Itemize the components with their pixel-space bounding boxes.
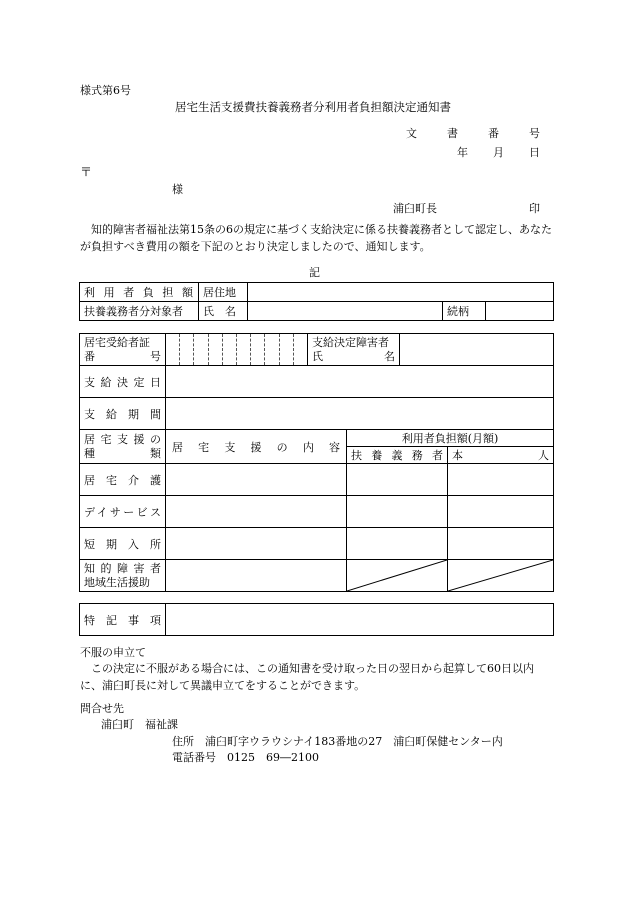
service-row-content[interactable] xyxy=(166,528,347,560)
remarks-table xyxy=(79,603,554,636)
target-label-line1: 利用者負担額 xyxy=(80,283,199,302)
relation-label: 続柄 xyxy=(443,302,486,321)
service-type-char: 類 xyxy=(150,446,161,460)
remarks-value[interactable] xyxy=(166,604,554,636)
service-row-self[interactable] xyxy=(448,464,554,496)
target-label-line2: 扶養義務者分対象者 xyxy=(80,302,199,321)
service-row-label xyxy=(80,560,166,592)
period-label: 支給期間 xyxy=(80,398,166,430)
guardian-header: 扶養義務者 xyxy=(347,447,448,464)
decided-person-char: 氏 xyxy=(312,349,323,363)
service-row-self[interactable] xyxy=(448,528,554,560)
decision-date-value[interactable] xyxy=(166,366,554,398)
decision-date-label: 支給決定日 xyxy=(80,366,166,398)
diagonal-line xyxy=(448,560,553,591)
seal-mark: 印 xyxy=(529,202,540,215)
recipient-no-char: 号 xyxy=(150,349,161,363)
service-row-content[interactable] xyxy=(166,560,347,592)
address-value[interactable] xyxy=(248,283,554,302)
docnum-char: 号 xyxy=(529,127,540,140)
recipient-no-label xyxy=(80,334,166,366)
target-person-table xyxy=(79,282,554,321)
contact-dept: 浦臼町 福祉課 xyxy=(101,718,178,731)
name-value[interactable] xyxy=(248,302,443,321)
service-row-self[interactable] xyxy=(448,496,554,528)
recipient-no-char: 番 xyxy=(84,349,95,363)
date-month: 月 xyxy=(493,146,504,159)
form-number: 様式第6号 xyxy=(80,84,131,97)
remarks-label: 特記事項 xyxy=(80,604,166,636)
docnum-char: 書 xyxy=(447,127,458,140)
self-char: 人 xyxy=(538,449,549,462)
docnum-char: 文 xyxy=(406,127,417,140)
recipient-no-line2 xyxy=(84,350,161,364)
ki-heading: 記 xyxy=(309,266,320,279)
service-row-guardian-crossed xyxy=(347,560,448,592)
decided-person-char: 名 xyxy=(384,349,395,363)
decided-person-value[interactable] xyxy=(400,334,554,366)
issuer-name: 浦臼町長 xyxy=(393,202,437,215)
contact-address: 住所 浦臼町字ウラウシナイ183番地の27 浦臼町保健センター内 xyxy=(172,735,503,748)
content-header: 居宅支援の内容 xyxy=(166,430,347,464)
service-row-guardian[interactable] xyxy=(347,496,448,528)
service-type-line1: 居宅支援の xyxy=(84,432,161,446)
name-label: 氏 名 xyxy=(199,302,248,321)
objection-text: この決定に不服がある場合には、この通知書を受け取った日の翌日から起算して60日以内に、浦臼町長に対して異議申立てをすることができます。 xyxy=(80,662,534,692)
objection-heading: 不服の申立て xyxy=(80,646,146,659)
service-row-self-crossed xyxy=(448,560,554,592)
date-year: 年 xyxy=(457,146,468,159)
service-row-guardian[interactable] xyxy=(347,464,448,496)
service-row-content[interactable] xyxy=(166,464,347,496)
decided-person-line2 xyxy=(312,350,395,364)
decision-table xyxy=(79,333,554,592)
service-row-label: デイサービス xyxy=(80,496,166,528)
addressee-honorific: 様 xyxy=(172,183,183,196)
recipient-no-line1: 居宅受給者証 xyxy=(84,335,150,349)
address-label: 居住地 xyxy=(199,283,248,302)
period-value[interactable] xyxy=(166,398,554,430)
document-title: 居宅生活支援費扶養義務者分利用者負担額決定通知書 xyxy=(175,100,451,114)
last-row-line1: 知的障害者 xyxy=(84,561,161,575)
last-row-line2: 地域生活援助 xyxy=(84,575,150,589)
recipient-no-boxes[interactable] xyxy=(166,334,308,366)
diagonal-line xyxy=(347,560,447,591)
service-type-line2 xyxy=(84,447,161,461)
service-row-label: 居宅介護 xyxy=(80,464,166,496)
self-header xyxy=(448,447,554,464)
docnum-char: 番 xyxy=(488,127,499,140)
date-day: 日 xyxy=(529,146,540,159)
decided-person-label xyxy=(308,334,400,366)
contact-tel: 電話番号 0125 69―2100 xyxy=(172,751,319,764)
self-char: 本 xyxy=(452,449,463,462)
service-type-label xyxy=(80,430,166,464)
notice-body: 知的障害者福祉法第15条の6の規定に基づく支給決定に係る扶養義務者として認定し、あなたが負担すべき費用の額を下記のとおり決定しましたので、通知します。 xyxy=(80,223,552,253)
document-number xyxy=(406,125,540,141)
service-row-label: 短期入所 xyxy=(80,528,166,560)
postal-mark: 〒 xyxy=(80,165,93,179)
service-type-char: 種 xyxy=(84,446,95,460)
relation-value[interactable] xyxy=(486,302,554,321)
issue-date xyxy=(457,144,540,160)
burden-header: 利用者負担額(月額) xyxy=(347,430,554,447)
decided-person-line1: 支給決定障害者 xyxy=(312,335,389,349)
contact-heading: 問合せ先 xyxy=(80,702,124,715)
service-row-guardian[interactable] xyxy=(347,528,448,560)
service-row-content[interactable] xyxy=(166,496,347,528)
